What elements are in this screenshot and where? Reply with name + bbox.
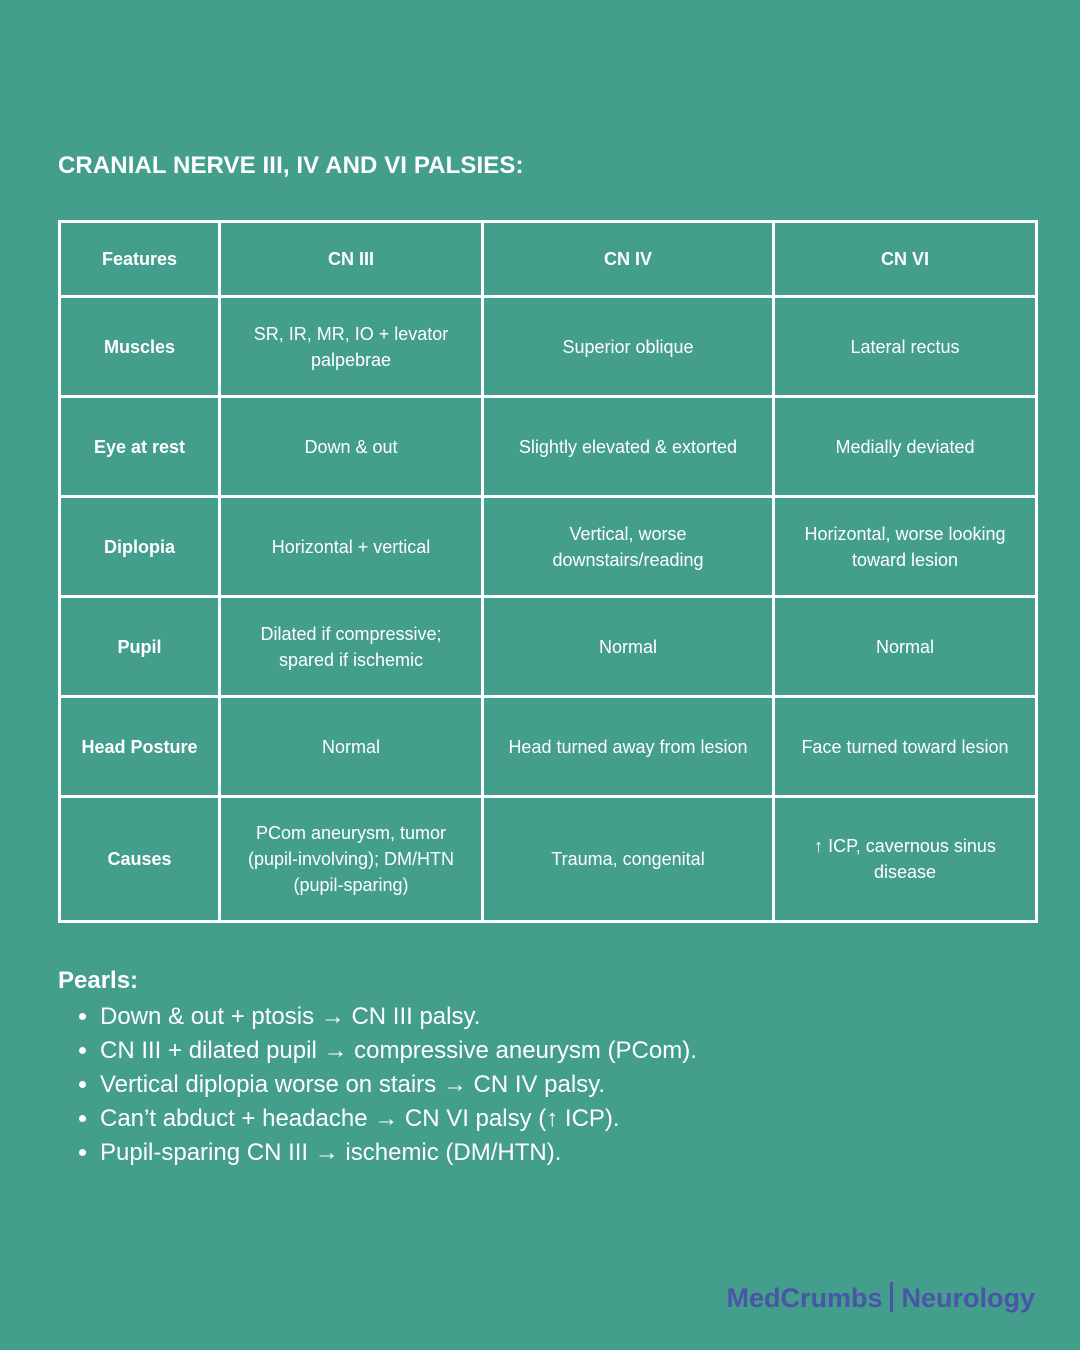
row-feature: Muscles: [60, 297, 220, 397]
cell-cn4: Head turned away from lesion: [483, 697, 774, 797]
cell-cn6: ↑ ICP, cavernous sinus disease: [774, 797, 1037, 922]
header-cn3: CN III: [220, 222, 483, 297]
table-header-row: [60, 222, 1037, 297]
cell-cn6: Medially deviated: [774, 397, 1037, 497]
header-cn4: CN IV: [483, 222, 774, 297]
page-title: CRANIAL NERVE III, IV AND VI PALSIES:: [58, 152, 524, 179]
cell-cn6: Lateral rectus: [774, 297, 1037, 397]
list-item: • Vertical diplopia worse on stairs → CN IV palsy.: [100, 1068, 697, 1102]
cell-cn3: SR, IR, MR, IO + levator palpebrae: [220, 297, 483, 397]
pearls-heading: Pearls:: [58, 967, 139, 994]
table-row: [60, 797, 1037, 922]
header-features: Features: [60, 222, 220, 297]
table-row: [60, 597, 1037, 697]
cell-cn4: Slightly elevated & extorted: [483, 397, 774, 497]
cranial-nerve-table: [58, 220, 1038, 923]
table-row: [60, 297, 1037, 397]
brand-section: Neurology: [901, 1283, 1035, 1313]
cell-cn6: Horizontal, worse looking toward lesion: [774, 497, 1037, 597]
row-feature: Diplopia: [60, 497, 220, 597]
pearls-list: [58, 1000, 697, 1170]
cell-cn4: Normal: [483, 597, 774, 697]
cell-cn3: Normal: [220, 697, 483, 797]
list-item: • Pupil-sparing CN III → ischemic (DM/HTN).: [100, 1136, 697, 1170]
brand-name: MedCrumbs: [726, 1283, 883, 1313]
cell-cn3: Dilated if compressive; spared if ischemic: [220, 597, 483, 697]
cell-cn4: Superior oblique: [483, 297, 774, 397]
cell-cn6: Normal: [774, 597, 1037, 697]
cell-cn3: Horizontal + vertical: [220, 497, 483, 597]
row-feature: Pupil: [60, 597, 220, 697]
cell-cn6: Face turned toward lesion: [774, 697, 1037, 797]
row-feature: Eye at rest: [60, 397, 220, 497]
cell-cn3: Down & out: [220, 397, 483, 497]
brand-divider: [890, 1282, 893, 1312]
table-row: [60, 497, 1037, 597]
cell-cn4: Trauma, congenital: [483, 797, 774, 922]
list-item: • Can’t abduct + headache → CN VI palsy (↑ ICP).: [100, 1102, 697, 1136]
table-row: [60, 697, 1037, 797]
brand-logo: [726, 1282, 1035, 1314]
header-cn6: CN VI: [774, 222, 1037, 297]
list-item: • CN III + dilated pupil → compressive aneurysm (PCom).: [100, 1034, 697, 1068]
list-item: • Down & out + ptosis → CN III palsy.: [100, 1000, 697, 1034]
table-row: [60, 397, 1037, 497]
cell-cn3: PCom aneurysm, tumor (pupil-involving); DM/HTN (pupil-sparing): [220, 797, 483, 922]
row-feature: Causes: [60, 797, 220, 922]
cell-cn4: Vertical, worse downstairs/reading: [483, 497, 774, 597]
row-feature: Head Posture: [60, 697, 220, 797]
